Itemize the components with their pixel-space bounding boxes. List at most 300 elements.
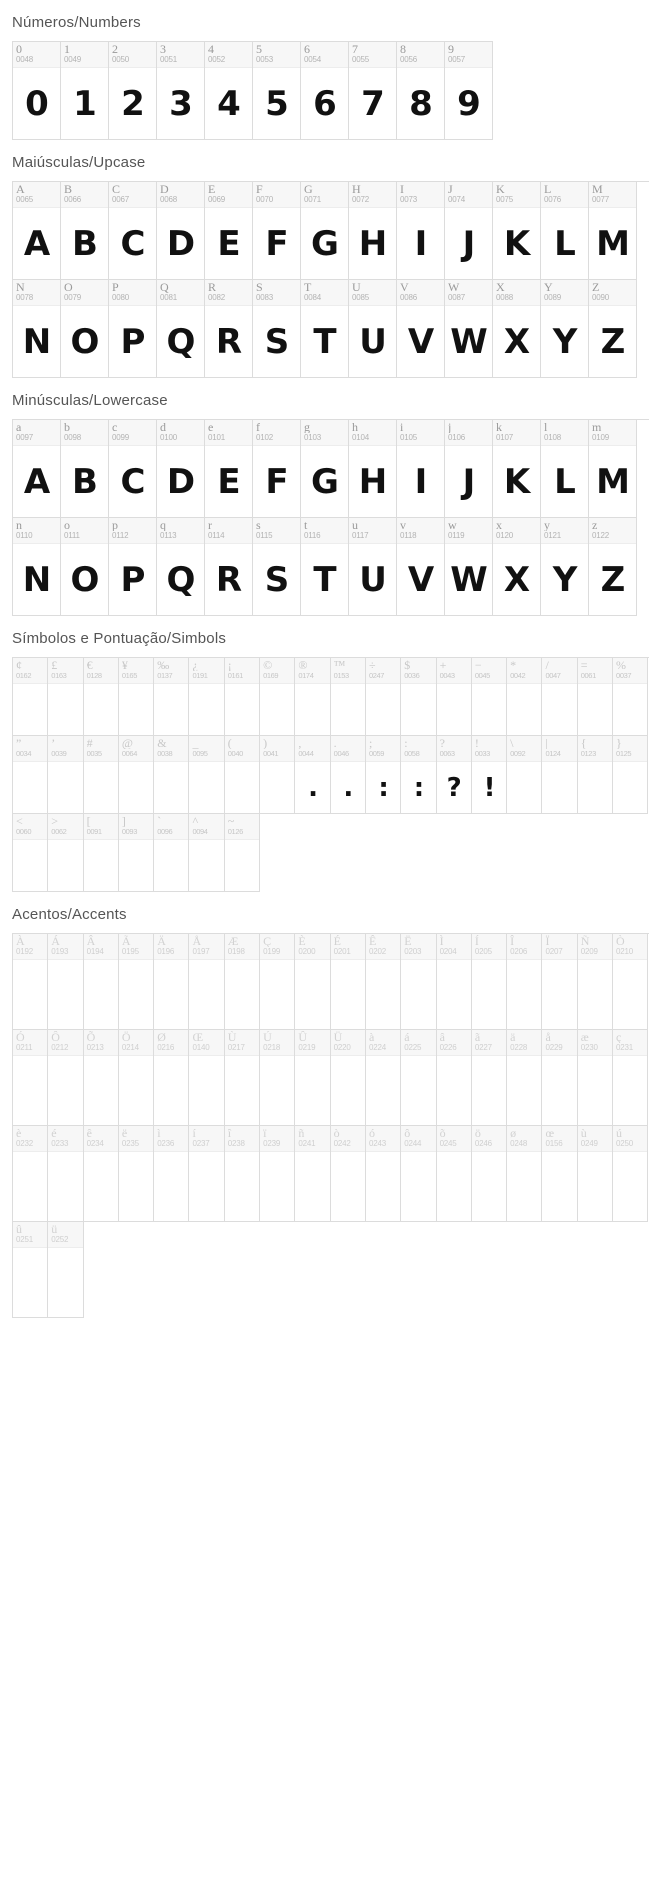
glyph-preview	[119, 840, 153, 892]
glyph-cell[interactable]	[493, 182, 541, 280]
glyph-cell[interactable]	[253, 420, 301, 518]
glyph-cell[interactable]	[401, 736, 436, 814]
glyph-preview	[154, 684, 188, 736]
glyph-cell-header	[366, 1030, 400, 1056]
glyph-charcode-label: 0070	[256, 195, 273, 204]
glyph-cell[interactable]	[366, 658, 401, 736]
glyph-cell[interactable]	[472, 658, 507, 736]
glyph-cell-header	[48, 934, 82, 960]
glyph-cell[interactable]	[119, 1126, 154, 1222]
glyph-preview	[331, 1152, 365, 1222]
glyph-character-label: ;	[368, 737, 373, 749]
glyph-cell[interactable]	[295, 1126, 330, 1222]
glyph-cell-header	[48, 658, 82, 684]
glyph-character-label: I	[400, 183, 404, 195]
glyph-charcode-label: 0035	[86, 749, 102, 758]
glyph-cell-header	[301, 42, 348, 68]
glyph-cell[interactable]	[401, 934, 436, 1030]
glyph-character-label: ò	[333, 1127, 340, 1139]
glyph-cell[interactable]	[109, 182, 157, 280]
glyph-cell[interactable]	[295, 934, 330, 1030]
glyph-cell[interactable]	[472, 1030, 507, 1126]
glyph-preview	[542, 1056, 576, 1126]
glyph-preview: Z	[600, 560, 625, 600]
glyph-cell[interactable]	[109, 518, 157, 616]
glyph-cell-header	[253, 420, 300, 446]
glyph-cell[interactable]	[397, 280, 445, 378]
glyph-cell[interactable]	[225, 814, 260, 892]
glyph-cell[interactable]	[189, 1126, 224, 1222]
glyph-cell[interactable]	[189, 934, 224, 1030]
glyph-preview: 2	[121, 84, 144, 124]
glyph-cell[interactable]	[589, 280, 637, 378]
glyph-cell[interactable]	[493, 518, 541, 616]
glyph-cell[interactable]	[613, 1126, 648, 1222]
glyph-preview: U	[359, 560, 386, 600]
glyph-charcode-label: 0228	[510, 1043, 528, 1052]
glyph-cell[interactable]	[84, 658, 119, 736]
glyph-cell[interactable]	[366, 934, 401, 1030]
glyph-cell[interactable]	[157, 420, 205, 518]
glyph-character-label: Ã	[121, 935, 131, 947]
glyph-cell[interactable]	[109, 280, 157, 378]
glyph-charcode-label: 0097	[16, 433, 33, 442]
glyph-cell[interactable]	[578, 1126, 613, 1222]
glyph-cell-header	[48, 1126, 82, 1152]
glyph-cell[interactable]	[301, 182, 349, 280]
glyph-cell[interactable]	[578, 934, 613, 1030]
glyph-cell[interactable]	[260, 1126, 295, 1222]
glyph-charcode-label: 0123	[580, 749, 596, 758]
glyph-cell[interactable]	[157, 280, 205, 378]
glyph-preview: V	[407, 322, 434, 362]
glyph-character-label: X	[496, 281, 505, 293]
glyph-cell[interactable]	[154, 814, 189, 892]
glyph-cell-header	[48, 736, 82, 762]
glyph-cell[interactable]	[397, 518, 445, 616]
glyph-cell[interactable]	[225, 658, 260, 736]
glyph-cell[interactable]	[13, 736, 48, 814]
glyph-cell[interactable]	[295, 736, 330, 814]
glyph-character-label: õ	[439, 1127, 446, 1139]
glyph-character-label: w	[448, 519, 457, 531]
glyph-cell[interactable]	[613, 934, 648, 1030]
glyph-cell[interactable]	[401, 658, 436, 736]
glyph-cell[interactable]	[225, 1126, 260, 1222]
glyph-cell[interactable]	[189, 814, 224, 892]
glyph-cell[interactable]	[13, 934, 48, 1030]
glyph-cell[interactable]	[349, 280, 397, 378]
glyph-charcode-label: 0209	[580, 947, 598, 956]
glyph-preview	[507, 1056, 541, 1126]
glyph-character-label: Ñ	[580, 935, 590, 947]
glyph-cell[interactable]	[542, 1126, 577, 1222]
glyph-cell-header	[366, 736, 400, 762]
glyph-preview: B	[72, 462, 97, 502]
glyph-charcode-label: 0238	[227, 1139, 245, 1148]
glyph-cell[interactable]	[507, 736, 542, 814]
glyph-character-label: y	[544, 519, 550, 531]
glyph-cell-header	[13, 42, 60, 68]
glyph-charcode-label: 0116	[304, 531, 321, 540]
glyph-cell[interactable]	[260, 1030, 295, 1126]
glyph-preview: !	[483, 773, 495, 803]
glyph-cell[interactable]	[154, 736, 189, 814]
glyph-cell[interactable]	[349, 42, 397, 140]
glyph-cell[interactable]	[472, 736, 507, 814]
glyph-cell[interactable]	[61, 182, 109, 280]
glyph-cell[interactable]	[472, 934, 507, 1030]
glyph-charcode-label: 0110	[16, 531, 33, 540]
glyph-cell-header	[445, 518, 492, 544]
glyph-cell-header	[301, 420, 348, 446]
glyph-cell-header	[589, 420, 636, 446]
glyph-cell[interactable]	[397, 182, 445, 280]
glyph-cell[interactable]	[397, 42, 445, 140]
glyph-cell[interactable]	[301, 518, 349, 616]
glyph-cell[interactable]	[578, 658, 613, 736]
glyph-cell[interactable]	[613, 736, 648, 814]
glyph-cell-header	[13, 420, 60, 446]
glyph-preview: Q	[166, 322, 195, 362]
glyph-preview	[295, 684, 329, 736]
glyph-cell[interactable]	[331, 1030, 366, 1126]
glyph-cell[interactable]	[331, 1126, 366, 1222]
glyph-character-label: 6	[304, 43, 310, 55]
glyph-charcode-label: 0119	[448, 531, 465, 540]
glyph-preview: N	[22, 322, 51, 362]
glyph-cell[interactable]	[119, 814, 154, 892]
glyph-cell[interactable]	[493, 280, 541, 378]
glyph-character-label: Ú	[263, 1031, 272, 1043]
glyph-cell[interactable]	[109, 420, 157, 518]
glyph-charcode-label: 0211	[16, 1043, 33, 1052]
glyph-cell[interactable]	[541, 280, 589, 378]
glyph-cell[interactable]	[301, 280, 349, 378]
glyph-character-label: :	[404, 737, 408, 749]
glyph-cell[interactable]	[205, 518, 253, 616]
glyph-character-label: €	[86, 659, 93, 671]
glyph-cell[interactable]	[205, 42, 253, 140]
glyph-cell[interactable]	[48, 1126, 83, 1222]
glyph-cell[interactable]	[445, 280, 493, 378]
glyph-character-label: Ù	[227, 1031, 237, 1043]
glyph-charcode-label: 0169	[263, 671, 279, 680]
glyph-cell[interactable]	[13, 518, 61, 616]
glyph-charcode-label: 0073	[400, 195, 417, 204]
glyph-cell[interactable]	[578, 1030, 613, 1126]
glyph-character-label: }	[616, 737, 622, 749]
glyph-cell[interactable]	[154, 934, 189, 1030]
glyph-cell-header	[401, 934, 435, 960]
glyph-cell[interactable]	[48, 814, 83, 892]
glyph-charcode-label: 0065	[16, 195, 33, 204]
glyph-preview	[119, 1152, 153, 1222]
glyph-cell[interactable]	[366, 1126, 401, 1222]
glyph-cell[interactable]	[13, 42, 61, 140]
glyph-cell[interactable]	[253, 280, 301, 378]
glyph-character-label: p	[112, 519, 118, 531]
glyph-cell[interactable]	[84, 1126, 119, 1222]
glyph-cell[interactable]	[589, 420, 637, 518]
glyph-cell[interactable]	[349, 518, 397, 616]
glyph-cell[interactable]	[366, 1030, 401, 1126]
glyph-preview	[225, 1152, 259, 1222]
glyph-cell[interactable]	[445, 518, 493, 616]
glyph-cell[interactable]	[401, 1030, 436, 1126]
glyph-charcode-label: 0053	[256, 55, 273, 64]
glyph-preview	[13, 684, 47, 736]
glyph-cell-header	[578, 736, 612, 762]
glyph-cell[interactable]	[589, 182, 637, 280]
glyph-cell[interactable]	[225, 736, 260, 814]
glyph-cell-header	[366, 934, 400, 960]
glyph-cell-header	[205, 42, 252, 68]
glyph-character-label: <	[16, 815, 23, 827]
glyph-cell[interactable]	[349, 182, 397, 280]
glyph-charcode-label: 0038	[157, 749, 173, 758]
glyph-cell[interactable]	[205, 182, 253, 280]
glyph-charcode-label: 0094	[192, 827, 208, 836]
glyph-cell[interactable]	[260, 736, 295, 814]
glyph-cell[interactable]	[48, 1222, 83, 1318]
glyph-cell[interactable]	[301, 420, 349, 518]
glyph-cell[interactable]	[119, 934, 154, 1030]
glyph-preview: 4	[217, 84, 240, 124]
glyph-character-label: ñ	[298, 1127, 305, 1139]
glyph-cell-header	[225, 814, 259, 840]
glyph-cell-header	[542, 736, 576, 762]
glyph-character-label: ‰	[157, 659, 170, 671]
glyph-cell[interactable]	[507, 934, 542, 1030]
glyph-preview	[84, 840, 118, 892]
glyph-cell[interactable]	[157, 518, 205, 616]
glyph-charcode-label: 0192	[16, 947, 33, 956]
glyph-cell[interactable]	[13, 420, 61, 518]
glyph-cell[interactable]	[225, 934, 260, 1030]
glyph-cell-header	[154, 736, 188, 762]
glyph-cell[interactable]	[157, 182, 205, 280]
glyph-preview: Y	[552, 560, 577, 600]
glyph-cell[interactable]	[225, 1030, 260, 1126]
section-title: Números/Numbers	[12, 14, 141, 31]
glyph-cell[interactable]	[437, 736, 472, 814]
glyph-charcode-label: 0199	[263, 947, 281, 956]
glyph-charcode-label: 0106	[448, 433, 465, 442]
glyph-cell[interactable]	[205, 420, 253, 518]
glyph-cell[interactable]	[84, 814, 119, 892]
glyph-cell[interactable]	[542, 1030, 577, 1126]
glyph-cell[interactable]	[48, 1030, 83, 1126]
glyph-cell[interactable]	[13, 658, 48, 736]
glyph-cell[interactable]	[437, 1126, 472, 1222]
glyph-charcode-label: 0212	[51, 1043, 69, 1052]
glyph-cell[interactable]	[349, 420, 397, 518]
glyph-cell[interactable]	[301, 42, 349, 140]
glyph-cell[interactable]	[61, 42, 109, 140]
glyph-cell[interactable]	[493, 420, 541, 518]
glyph-charcode-label: 0098	[64, 433, 81, 442]
glyph-cell[interactable]	[119, 658, 154, 736]
glyph-cell[interactable]	[189, 658, 224, 736]
glyph-cell[interactable]	[507, 1126, 542, 1222]
glyph-cell[interactable]	[13, 814, 48, 892]
glyph-cell[interactable]	[542, 934, 577, 1030]
glyph-charcode-label: 0081	[160, 293, 177, 302]
glyph-charcode-label: 0198	[227, 947, 245, 956]
glyph-character-label: ï	[263, 1127, 267, 1139]
glyph-cell[interactable]	[61, 420, 109, 518]
glyph-character-label: ø	[510, 1127, 517, 1139]
glyph-charcode-label: 0213	[86, 1043, 104, 1052]
glyph-charcode-label: 0087	[448, 293, 465, 302]
glyph-character-label: v	[400, 519, 406, 531]
glyph-cell[interactable]	[542, 658, 577, 736]
glyph-cell[interactable]	[157, 42, 205, 140]
glyph-cell[interactable]	[119, 1030, 154, 1126]
glyph-cell[interactable]	[205, 280, 253, 378]
glyph-cell[interactable]	[154, 1030, 189, 1126]
glyph-charcode-label: 0202	[368, 947, 386, 956]
glyph-charcode-label: 0121	[544, 531, 561, 540]
glyph-cell-header	[349, 182, 396, 208]
glyph-cell[interactable]	[331, 658, 366, 736]
glyph-cell-header	[84, 736, 118, 762]
glyph-cell[interactable]	[119, 736, 154, 814]
glyph-cell[interactable]	[437, 934, 472, 1030]
glyph-charcode-label: 0056	[400, 55, 417, 64]
glyph-character-label: *	[510, 659, 517, 671]
glyph-cell[interactable]	[542, 736, 577, 814]
glyph-charcode-label: 0034	[16, 749, 32, 758]
glyph-cell[interactable]	[541, 420, 589, 518]
glyph-cell[interactable]	[253, 182, 301, 280]
glyph-charcode-label: 0224	[368, 1043, 386, 1052]
glyph-charcode-label: 0101	[208, 433, 225, 442]
glyph-cell[interactable]	[507, 658, 542, 736]
glyph-charcode-label: 0233	[51, 1139, 69, 1148]
glyph-cell[interactable]	[13, 1126, 48, 1222]
glyph-cell[interactable]	[541, 182, 589, 280]
glyph-cell[interactable]	[154, 1126, 189, 1222]
glyph-cell[interactable]	[295, 658, 330, 736]
glyph-cell[interactable]	[260, 934, 295, 1030]
glyph-charcode-label: 0105	[400, 433, 417, 442]
glyph-cell[interactable]	[189, 736, 224, 814]
glyph-cell[interactable]	[331, 736, 366, 814]
glyph-cell[interactable]	[84, 934, 119, 1030]
glyph-cell[interactable]	[613, 658, 648, 736]
glyph-character-label: W	[448, 281, 460, 293]
glyph-cell[interactable]	[366, 736, 401, 814]
glyph-cell[interactable]	[13, 182, 61, 280]
glyph-cell[interactable]	[613, 1030, 648, 1126]
glyph-cell[interactable]	[445, 42, 493, 140]
glyph-charcode-label: 0230	[580, 1043, 598, 1052]
glyph-cell[interactable]	[437, 1030, 472, 1126]
glyph-preview: 3	[169, 84, 192, 124]
glyph-cell-header	[13, 1126, 47, 1152]
glyph-character-label: Q	[160, 281, 169, 293]
glyph-charcode-label: 0196	[157, 947, 175, 956]
glyph-cell-header	[154, 1030, 188, 1056]
glyph-cell-header	[13, 934, 47, 960]
glyph-cell[interactable]	[401, 1126, 436, 1222]
glyph-charcode-label: 0068	[160, 195, 177, 204]
glyph-charcode-label: 0059	[368, 749, 385, 758]
glyph-character-label: j	[448, 421, 452, 433]
glyph-cell[interactable]	[13, 1222, 48, 1318]
glyph-cell-header	[401, 736, 435, 762]
glyph-cell[interactable]	[48, 934, 83, 1030]
glyph-cell[interactable]	[331, 934, 366, 1030]
glyph-character-label: Ö	[121, 1031, 131, 1043]
glyph-cell[interactable]	[109, 42, 157, 140]
glyph-cell[interactable]	[253, 518, 301, 616]
glyph-cell[interactable]	[189, 1030, 224, 1126]
glyph-preview	[507, 1152, 541, 1222]
glyph-preview	[48, 762, 82, 814]
glyph-preview	[613, 762, 647, 814]
glyph-preview: A	[23, 224, 50, 264]
glyph-cell[interactable]	[48, 658, 83, 736]
glyph-cell-header	[253, 518, 300, 544]
glyph-character-label: Û	[298, 1031, 308, 1043]
glyph-cell[interactable]	[260, 658, 295, 736]
glyph-character-label: >	[51, 815, 59, 827]
glyph-cell[interactable]	[578, 736, 613, 814]
glyph-cell[interactable]	[295, 1030, 330, 1126]
glyph-preview: E	[217, 224, 240, 264]
section-uppercase	[0, 154, 661, 378]
glyph-cell[interactable]	[589, 518, 637, 616]
glyph-charcode-label: 0241	[298, 1139, 316, 1148]
glyph-cell[interactable]	[445, 420, 493, 518]
glyph-cell[interactable]	[13, 280, 61, 378]
glyph-cell[interactable]	[397, 420, 445, 518]
glyph-cell[interactable]	[437, 658, 472, 736]
glyph-character-label: A	[16, 183, 25, 195]
glyph-cell[interactable]	[154, 658, 189, 736]
glyph-charcode-label: 0080	[112, 293, 129, 302]
glyph-cell[interactable]	[472, 1126, 507, 1222]
glyph-cell[interactable]	[84, 736, 119, 814]
glyph-charcode-label: 0037	[616, 671, 632, 680]
glyph-cell-header	[13, 182, 60, 208]
glyph-cell-header	[109, 42, 156, 68]
glyph-cell-header	[260, 1030, 294, 1056]
glyph-charcode-label: 0074	[448, 195, 465, 204]
glyph-cell[interactable]	[253, 42, 301, 140]
glyph-cell[interactable]	[84, 1030, 119, 1126]
glyph-charcode-label: 0071	[304, 195, 321, 204]
glyph-cell[interactable]	[507, 1030, 542, 1126]
glyph-character-label: G	[304, 183, 313, 195]
glyph-character-label: {	[580, 737, 587, 749]
glyph-preview: U	[359, 322, 386, 362]
glyph-cell[interactable]	[445, 182, 493, 280]
glyph-cell[interactable]	[13, 1030, 48, 1126]
glyph-character-label: Œ	[192, 1031, 204, 1043]
glyph-preview: T	[313, 322, 336, 362]
glyph-cell[interactable]	[61, 518, 109, 616]
glyph-cell[interactable]	[48, 736, 83, 814]
glyph-cell[interactable]	[541, 518, 589, 616]
glyph-cell[interactable]	[61, 280, 109, 378]
glyph-character-label: Ê	[368, 935, 377, 947]
glyph-cell-header	[157, 182, 204, 208]
glyph-cell-header	[437, 934, 471, 960]
